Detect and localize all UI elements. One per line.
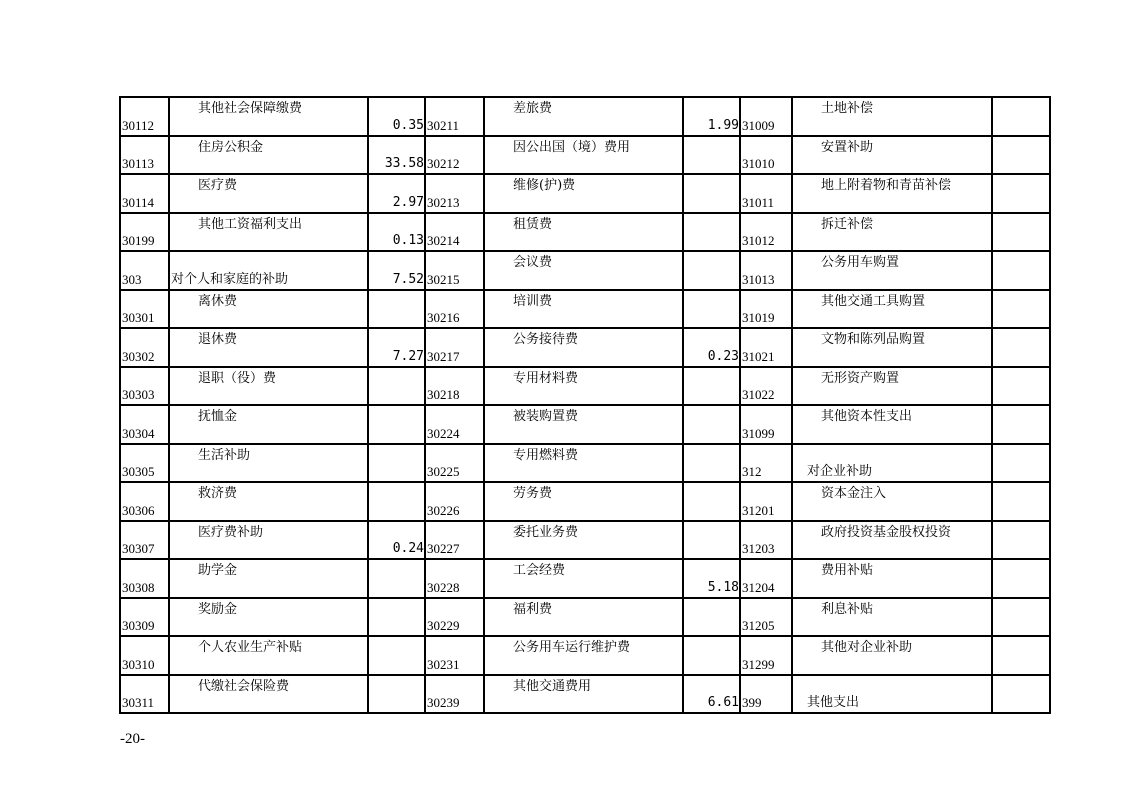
amount-cell [683,444,740,483]
code-cell: 30114 [120,174,169,213]
code-cell: 30306 [120,482,169,521]
amount-cell: 0.24 [368,521,425,560]
amount-cell: 7.27 [368,328,425,367]
name-cell: 抚恤金 [169,405,368,444]
name-cell: 其他工资福利支出 [169,213,368,252]
name-cell: 退休费 [169,328,368,367]
code-cell: 30224 [425,405,484,444]
code-cell: 30211 [425,97,484,136]
name-cell: 退职（役）费 [169,367,368,406]
amount-cell [683,251,740,290]
table-row [120,328,1050,367]
amount-cell [368,367,425,406]
name-cell: 培训费 [484,290,683,329]
amount-cell: 5.18 [683,559,740,598]
code-cell: 399 [740,675,792,714]
code-cell: 30226 [425,482,484,521]
code-cell: 31010 [740,136,792,175]
amount-cell [683,136,740,175]
amount-cell [368,598,425,637]
amount-cell [992,251,1050,290]
amount-cell: 0.35 [368,97,425,136]
name-cell: 维修(护)费 [484,174,683,213]
code-cell: 30113 [120,136,169,175]
amount-cell: 1.99 [683,97,740,136]
name-cell: 离休费 [169,290,368,329]
code-cell: 30310 [120,636,169,675]
code-cell: 30311 [120,675,169,714]
table-row [120,482,1050,521]
name-cell: 土地补偿 [792,97,992,136]
name-cell: 地上附着物和青苗补偿 [792,174,992,213]
amount-cell: 0.23 [683,328,740,367]
code-cell: 31205 [740,598,792,637]
name-cell: 政府投资基金股权投资 [792,521,992,560]
code-cell: 31299 [740,636,792,675]
name-cell: 安置补助 [792,136,992,175]
name-cell: 生活补助 [169,444,368,483]
table-row [120,444,1050,483]
code-cell: 30214 [425,213,484,252]
name-cell: 劳务费 [484,482,683,521]
amount-cell [992,174,1050,213]
amount-cell [368,444,425,483]
code-cell: 312 [740,444,792,483]
name-cell: 费用补贴 [792,559,992,598]
budget-table [119,96,1051,714]
amount-cell [683,367,740,406]
amount-cell [992,97,1050,136]
code-cell: 30304 [120,405,169,444]
amount-cell [992,328,1050,367]
name-cell: 差旅费 [484,97,683,136]
table-row [120,174,1050,213]
amount-cell [368,675,425,714]
name-cell: 被装购置费 [484,405,683,444]
table-row [120,290,1050,329]
code-cell: 30301 [120,290,169,329]
code-cell: 31204 [740,559,792,598]
name-cell: 福利费 [484,598,683,637]
code-cell: 31201 [740,482,792,521]
amount-cell: 33.58 [368,136,425,175]
code-cell: 31022 [740,367,792,406]
code-cell: 30308 [120,559,169,598]
amount-cell: 2.97 [368,174,425,213]
code-cell: 30305 [120,444,169,483]
name-cell: 其他资本性支出 [792,405,992,444]
table-row [120,636,1050,675]
table-row [120,559,1050,598]
amount-cell [683,482,740,521]
amount-cell [992,213,1050,252]
name-cell: 助学金 [169,559,368,598]
amount-cell [992,444,1050,483]
amount-cell [992,521,1050,560]
name-cell: 其他社会保障缴费 [169,97,368,136]
amount-cell [683,174,740,213]
page-number: -20- [120,731,145,747]
code-cell: 30229 [425,598,484,637]
code-cell: 30303 [120,367,169,406]
amount-cell [683,405,740,444]
name-cell: 工会经费 [484,559,683,598]
code-cell: 31203 [740,521,792,560]
code-cell: 30112 [120,97,169,136]
amount-cell [992,482,1050,521]
table-row [120,521,1050,560]
amount-cell: 0.13 [368,213,425,252]
name-cell: 拆迁补偿 [792,213,992,252]
amount-cell [992,290,1050,329]
name-cell: 无形资产购置 [792,367,992,406]
code-cell: 30217 [425,328,484,367]
code-cell: 31019 [740,290,792,329]
code-cell: 303 [120,251,169,290]
code-cell: 30199 [120,213,169,252]
amount-cell [683,213,740,252]
name-cell: 会议费 [484,251,683,290]
amount-cell [368,482,425,521]
name-cell: 医疗费补助 [169,521,368,560]
code-cell: 31009 [740,97,792,136]
table-row [120,367,1050,406]
code-cell: 31021 [740,328,792,367]
code-cell: 30225 [425,444,484,483]
amount-cell [368,559,425,598]
amount-cell [992,367,1050,406]
amount-cell [992,559,1050,598]
name-cell: 其他对企业补助 [792,636,992,675]
code-cell: 31012 [740,213,792,252]
name-cell: 住房公积金 [169,136,368,175]
amount-cell [368,405,425,444]
amount-cell [992,405,1050,444]
name-cell: 租赁费 [484,213,683,252]
name-cell: 公务接待费 [484,328,683,367]
name-cell: 利息补贴 [792,598,992,637]
name-cell: 其他交通工具购置 [792,290,992,329]
name-cell: 委托业务费 [484,521,683,560]
amount-cell: 7.52 [368,251,425,290]
table-row [120,136,1050,175]
amount-cell [683,636,740,675]
table-row [120,213,1050,252]
name-cell: 公务用车购置 [792,251,992,290]
code-cell: 30239 [425,675,484,714]
name-cell: 因公出国（境）费用 [484,136,683,175]
table-row [120,97,1050,136]
name-cell: 公务用车运行维护费 [484,636,683,675]
code-cell: 30302 [120,328,169,367]
amount-cell [992,675,1050,714]
code-cell: 30216 [425,290,484,329]
code-cell: 31011 [740,174,792,213]
amount-cell [992,136,1050,175]
code-cell: 30307 [120,521,169,560]
name-cell: 医疗费 [169,174,368,213]
table-row [120,251,1050,290]
name-cell: 个人农业生产补贴 [169,636,368,675]
amount-cell [368,290,425,329]
code-cell: 30213 [425,174,484,213]
amount-cell [683,290,740,329]
name-cell: 奖励金 [169,598,368,637]
name-cell: 专用材料费 [484,367,683,406]
table-row [120,675,1050,714]
code-cell: 30227 [425,521,484,560]
amount-cell [992,598,1050,637]
amount-cell: 6.61 [683,675,740,714]
table-row [120,405,1050,444]
code-cell: 30231 [425,636,484,675]
name-cell: 对个人和家庭的补助 [169,251,368,290]
name-cell: 其他交通费用 [484,675,683,714]
code-cell: 30215 [425,251,484,290]
code-cell: 31099 [740,405,792,444]
code-cell: 30212 [425,136,484,175]
name-cell: 专用燃料费 [484,444,683,483]
name-cell: 对企业补助 [792,444,992,483]
code-cell: 30218 [425,367,484,406]
name-cell: 文物和陈列品购置 [792,328,992,367]
amount-cell [368,636,425,675]
name-cell: 救济费 [169,482,368,521]
table-body [120,97,1050,713]
name-cell: 代缴社会保险费 [169,675,368,714]
amount-cell [992,636,1050,675]
amount-cell [683,598,740,637]
name-cell: 其他支出 [792,675,992,714]
code-cell: 30228 [425,559,484,598]
amount-cell [683,521,740,560]
code-cell: 30309 [120,598,169,637]
name-cell: 资本金注入 [792,482,992,521]
table-row [120,598,1050,637]
code-cell: 31013 [740,251,792,290]
